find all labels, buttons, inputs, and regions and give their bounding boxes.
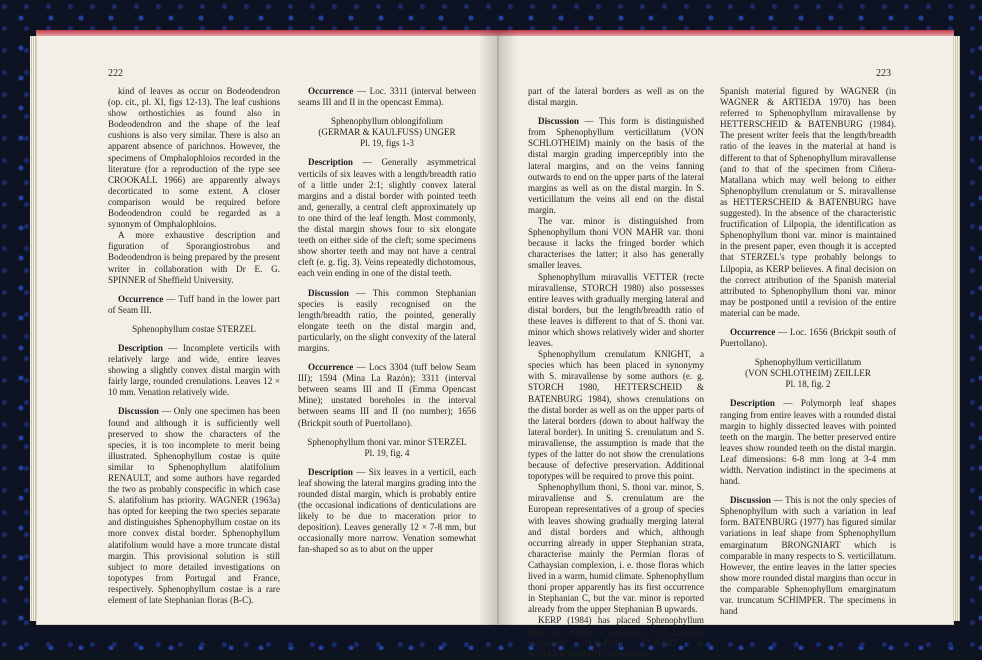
paragraph: Sphenophyllum thoni, S. thoni var. minor, S. miravallense and S. crenulatum are the European representatives of a group of species with leaves showing gradually merging lateral and distal borders and which, although occurring already in upper Stephanian strata, characterise mainly the Permian floras of Cathaysian complexion, i. e. those floras which lived in a warm, humid climate. Sphenophyllum thoni proper apparently has its first occurrence in Stephanian C, but the var. minor is reported already from the upper Stephanian B upwards. <box>528 482 704 615</box>
open-book <box>30 30 960 659</box>
section-label: Discussion <box>538 116 579 127</box>
paragraph-gap <box>108 286 280 294</box>
paragraph-gap <box>298 429 476 437</box>
paragraph: The var. minor is distinguished from Sphenophyllum thoni VON MAHR var. thoni because it lacks the fringed border which characterises the latter; it also has generally smaller leaves. <box>528 216 704 271</box>
paragraph-gap <box>298 108 476 116</box>
labeled-paragraph <box>108 294 280 316</box>
paragraph-gap <box>298 354 476 362</box>
text-column <box>720 86 896 617</box>
paragraph-text: — This common Stephanian species is easily recognised on the length/breadth ratio, the pointed, generally elongate teeth on the distal margin and, particularly, on the slight convexity of the lateral margins. <box>298 287 476 353</box>
paragraph-gap <box>108 316 280 324</box>
labeled-paragraph <box>720 327 896 349</box>
page-top-edge <box>498 30 954 36</box>
paragraph-gap <box>720 319 896 327</box>
section-label: Occurrence <box>730 326 776 337</box>
species-heading: Pl. 19, figs 1-3 <box>360 138 414 149</box>
species-heading: Sphenophyllum verticillatum <box>754 357 862 368</box>
paragraph-text: — This is not the only species of Sphenophyllum with such a variation in leaf form. BATENBURG (1977) has figured similar variations in leaf shape from Sphenophyllum emarginatum BRONGNIART which is comparable in many respects to S. verticillatum. However, the entire leaves in the latter species show more rounded distal margins than occur in the comparable Sphenophyllum emarginatum var. truncatum SCHIMPER. The specimens in hand <box>720 495 896 617</box>
book-gutter <box>478 30 518 625</box>
labeled-paragraph <box>528 116 704 216</box>
text-column <box>298 86 476 556</box>
paragraph-text: — Tuff band in the lower part of Seam III. <box>108 293 280 315</box>
paragraph-gap <box>720 349 896 357</box>
paragraph: Sphenophyllum crenulatum KNIGHT, a species which has been placed in synonymy with S. miravallense by some authors (e. g. STORCH 1980, HETTERSCHEID & BATENBURG 1984), shows crenulations on the distal border as well as on the upper parts of the lateral borders (down to about halfway the lateral border). In uniting S. crenulatum and S. miravallense, the assumption is made that the types of the latter do not show the crenulations because of defective preservation. Additional topotypes will be required to prove this point. <box>528 349 704 482</box>
paragraph-text: — This form is distinguished from Sphenophyllum verticillatum (VON SCHLOTHEIM) mainly on the basis of the distal margin grading imperceptibly into the lateral margins, and on the veins fanning outwards to end on the upper parts of the lateral margins as well as on the distal margin. In S. verticillatum the veins all end on the distal margin. <box>528 116 704 215</box>
species-heading: Sphenophyllum oblongifolium <box>331 116 443 127</box>
paragraph-text: — Six leaves in a verticil, each leaf showing the lateral margins grading into the rounded distal margin, which is probably entire (the occasional indications of denticulations are likely to be due to maceration prior to deposition). Leaves generally 12 × 7-8 mm, but occasionally more narrow. Venation somewhat fan-shaped so as to abut on the upper <box>298 466 476 555</box>
species-heading: Sphenophyllum thoni var. minor STERZEL <box>307 436 467 447</box>
text-column <box>528 86 704 660</box>
species-heading: (GERMAR & KAULFUSS) UNGER <box>318 127 456 138</box>
section-label: Description <box>730 398 775 409</box>
left-page <box>36 30 499 625</box>
labeled-paragraph <box>298 86 476 108</box>
paragraph-text: — Only one specimen has been found and although it is sufficiently well preserved to show the characters of the species, it is too incomplete to merit being illustrated. Sphenophyllum costae is quite similar to Sphenophyllum alatifolium RENAULT, and some authors have regarded the two as probably conspecific in which case S. alatifolium has priority. WAGNER (1963a) has opted for keeping the two species separate and distinguishes Sphenophyllum costae on its more convex distal border. Sphenophyllum alatifolium would have a more truncate distal margin. This provisional solution is still subject to more detailed investigations on topotypes from Portugal and France, respectively. Sphenophyllum costae is a rare element of late Stephanian floras (B-C). <box>108 406 280 606</box>
species-heading: Pl. 18, fig. 2 <box>785 379 831 390</box>
paragraph: part of the lateral borders as well as on the distal margin. <box>528 86 704 108</box>
page-number: 223 <box>876 68 891 79</box>
section-label: Occurrence <box>308 86 354 96</box>
labeled-paragraph <box>108 343 280 398</box>
species-heading: Pl. 19, fig. 4 <box>364 447 410 458</box>
section-label: Discussion <box>730 495 771 506</box>
paragraph-text: — Loc. 1656 (Brickpit south of Puertollano). <box>720 326 896 349</box>
species-heading: (VON SCHLOTHEIM) ZEILLER <box>745 368 871 379</box>
paragraph: KERP (1984) has placed Sphenophyllum thoni var. minor in synonymy with Lilpopia raciborskii (LILPOP) CONERT & SCHAARSCHMIDT, whilst the <box>528 615 704 659</box>
labeled-paragraph <box>108 406 280 606</box>
paragraph: Spanish material figured by WAGNER (in WAGNER & ARTIEDA 1970) has been referred to Sphenophyllum miravallense by HETTERSCHEID & BATENBURG (1984). The present writer feels that the length/breadth ratio of the leaves in the material at hand is different to that of Sphenophyllum miravallense (and to that of the specimen from Ciñera-Matallana which may well belong to either Sphenophyllum crenulatum or S. miravallense as HETTERSCHEID & BATENBURG have suggested). In the absence of the characteristic fructification of Lilpopia, the identification as Sphenophyllum thoni var. minor is maintained in the present paper, even though it is accepted that STERZEL's type probably belongs to Lilpopia, as KERP believes. A final decision on the correct attribution of the Spanish material attributed to Sphenophyllum thoni var. minor may be postponed until a revision of the entire material can be made. <box>720 86 896 318</box>
section-label: Description <box>308 466 353 477</box>
paragraph-text: — Generally asymmetrical verticils of six leaves with a length/breadth ratio of a little under 2:1; slightly convex lateral margins and a distal border with pointed teeth and, generally, a central cleft approximately up to one third of the leaf length. Most commonly, the distal margin shows four to six elongate teeth on either side of the cleft; some specimens show shorter teeth and may not have a central cleft (e. g. fig. 3). Veins repeatedly dichotomous, each vein ending in one of the distal teeth. <box>298 157 476 279</box>
labeled-paragraph <box>298 467 476 556</box>
paragraph: kind of leaves as occur on Bodeodendron (op. cit., pl. XI, figs 12-13). The leaf cushions show orthostichies as found also in Bodeodendron and the shape of the leaf cushions is also very similar. There is also an apparent absence of parichnos. However, the specimens of Omphalophloios recorded in the literature (for a reproduction of the type see CROOKALL 1966) are apparently always decorticated to some extent. A closer comparison would be required before Bodeodendron could be regarded as a synonym of Omphalophloios. <box>108 86 280 230</box>
paragraph: Sphenophyllum miravallis VETTER (recte miravallense, STORCH 1980) also possesses entire leaves with gradually merging lateral and distal borders, but the length/breadth ratio of these leaves is different to that of S. thoni var. minor which shows relatively wider and shorter leaves. <box>528 271 704 349</box>
paragraph-text: — Loc. 3311 (interval between seams III and II in the opencast Emma). <box>298 86 476 108</box>
section-label: Occurrence <box>308 362 354 373</box>
text-column <box>108 86 280 606</box>
section-label: Discussion <box>118 406 159 417</box>
section-label: Description <box>118 342 163 353</box>
paragraph-text: — Locs 3304 (tuff below Seam III); 1594 (Mina La Razón); 3311 (interval between seams III and II (Emma Opencast Mine); unstated boreholes in the interval between seams III and II (no number); 1656 (Brickpit south of Puertollano). <box>298 362 476 428</box>
species-heading: Sphenophyllum costae STERZEL <box>132 323 256 334</box>
paragraph-gap <box>108 398 280 406</box>
paragraph-text: — Polymorph leaf shapes ranging from entire leaves with a rounded distal margin to highly dissected leaves with pointed teeth on the margin. The better preserved entire leaves show rounded teeth on the distal margin. Leaf dimensions: 6-8 mm long at 3-4 mm width. Nervation indistinct in the specimens at hand. <box>720 398 896 487</box>
section-label: Discussion <box>308 287 349 298</box>
page-number: 222 <box>108 68 123 79</box>
paragraph-gap <box>528 108 704 116</box>
paragraph-gap <box>298 149 476 157</box>
labeled-paragraph <box>720 398 896 487</box>
section-label: Occurrence <box>118 293 164 304</box>
paragraph: A more exhaustive description and figuration of Sporangiostrobus and Bodeodendron is being prepared by the present writer in collaboration with Dr E. G. SPINNER of Sheffield University. <box>108 230 280 285</box>
paragraph-gap <box>298 459 476 467</box>
page-top-edge <box>36 30 498 36</box>
paragraph-text: — Incomplete verticils with relatively large and wide, entire leaves showing a slightly convex distal margin with fairly large, rounded crenulations. Leaves 12 × 10 mm. Venation relatively wide. <box>108 342 280 398</box>
labeled-paragraph <box>298 288 476 355</box>
paragraph-gap <box>720 487 896 495</box>
labeled-paragraph <box>720 495 896 617</box>
section-label: Description <box>308 157 353 168</box>
labeled-paragraph <box>298 157 476 279</box>
labeled-paragraph <box>298 362 476 429</box>
paragraph-gap <box>298 280 476 288</box>
paragraph-gap <box>108 335 280 343</box>
paragraph-gap <box>720 390 896 398</box>
right-page <box>498 30 954 659</box>
